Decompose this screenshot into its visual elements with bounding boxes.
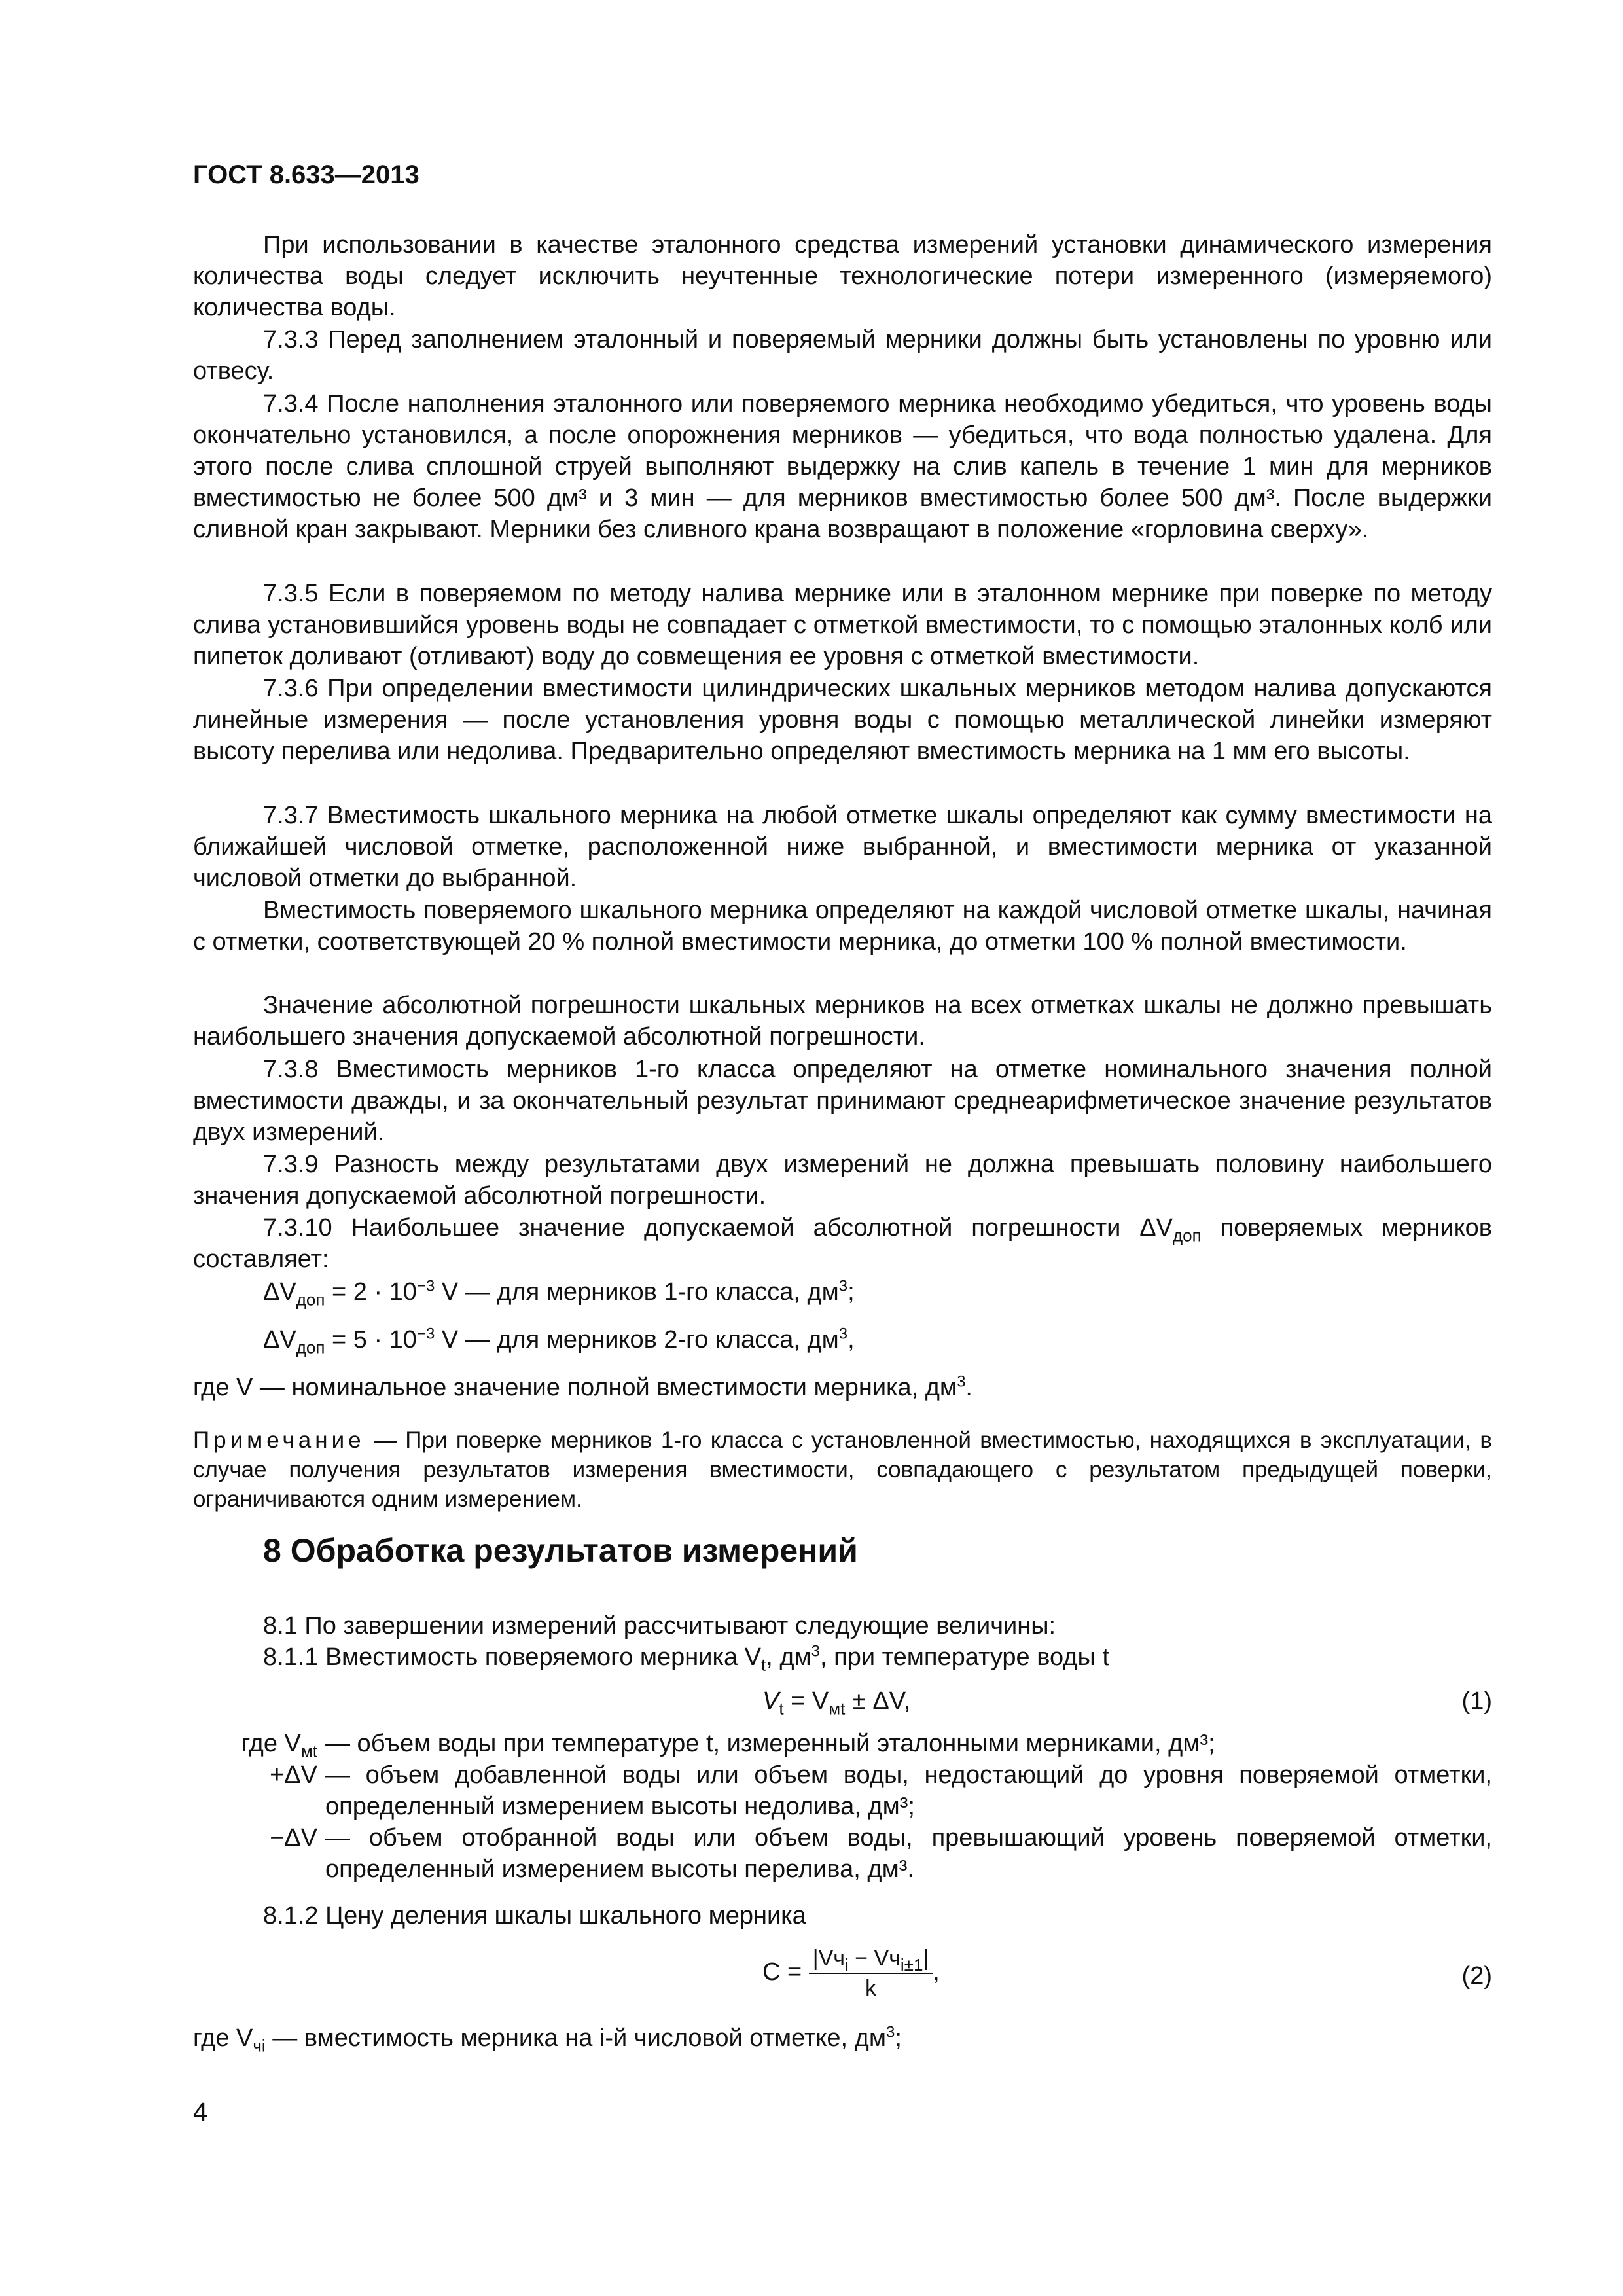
paragraph-8-1-1-start: 8.1.1 Вместимость поверяемого мерника V (263, 1643, 762, 1671)
definition-description: — объем воды при температуре t, измеренный эталонными мерниками, дм³; (325, 1730, 1215, 1757)
fraction-denominator: k (865, 1976, 876, 2001)
note-text: — При поверке мерников 1-го класса с установленной вместимостью, находящихся в эксплуатации, в случае получения результатов измерения вместимости, совпадающего с результатом предыдущей поверки, ограничиваются одним измерением. (193, 1427, 1492, 1512)
formula-2-text: V — для мерников 2-го класса, дм (435, 1326, 839, 1354)
where-vchi-definition (193, 2022, 902, 2054)
paragraph-7-3-3: 7.3.3 Перед заполнением эталонный и поверяемый мерники должны быть установлены по уровню или отвесу. (193, 326, 1492, 385)
where-vchi-text: — вместимость мерника на i-й числовой отметке, дм (265, 2024, 886, 2052)
definition-term: −ΔV (270, 1824, 317, 1852)
definition-row (193, 1728, 1492, 1759)
formula-2-subscript: доп (296, 1337, 325, 1357)
definition-term (193, 1728, 317, 1759)
note-label: Примечание (193, 1427, 365, 1453)
paragraph-7-3-8: 7.3.8 Вместимость мерников 1-го класса определяют на отметке номинального значения полной вместимости дважды, и за окончательный результат принимают среднеарифметическое значение результатов двух измерений. (193, 1056, 1492, 1146)
formula-class-1 (263, 1276, 855, 1308)
definition-description: — объем добавленной воды или объем воды, недостающий до уровня поверяемой отметки, определенный измерением высоты недолива, дм³; (325, 1761, 1492, 1820)
formula-2-symbol: ΔV (263, 1326, 296, 1354)
note-block (193, 1426, 1492, 1514)
page-number: 4 (193, 2098, 208, 2126)
equation-2-lhs: C = (762, 1958, 809, 1986)
formula-2-exponent: −3 (416, 1325, 435, 1343)
paragraph-intro: При использовании в качестве эталонного средства измерений установки динамического измерения количества воды следует исключить неучтенные технологические потери измеренного (измеряемого) количества воды. (193, 231, 1492, 321)
where-vchi-start: где V (193, 2024, 253, 2052)
paragraph-8-1-1-cube: 3 (811, 1642, 821, 1660)
equation-1-equals: = V (783, 1687, 829, 1715)
equation-1-lhs-subscript: t (779, 1698, 784, 1719)
formula-1-symbol: ΔV (263, 1278, 296, 1306)
numerator-subscript-2: i±1 (900, 1954, 923, 1975)
numerator-subscript-1: i (844, 1954, 849, 1975)
paragraph-7-3-9: 7.3.9 Разность между результатами двух измерений не должна превышать половину наибольшего значения допускаемой абсолютной погрешности. (193, 1151, 1492, 1210)
where-v-punct: . (965, 1374, 972, 1401)
fraction-numerator (809, 1944, 933, 1974)
paragraph-7-3-7: 7.3.7 Вместимость шкального мерника на любой отметке шкалы определяют как сумму вместимости на ближайшей числовой отметке, расположенной ниже выбранной, и вместимости мерника от указанной числовой отметки до выбранной. (193, 802, 1492, 892)
where-v-cube: 3 (957, 1372, 966, 1391)
where-vchi-subscript: чi (253, 2036, 266, 2056)
where-vchi-cube: 3 (885, 2023, 895, 2041)
equation-1 (762, 1685, 910, 1717)
equation-1-lhs: V (762, 1687, 779, 1715)
equation-2-fraction (809, 1944, 933, 2003)
equation-2 (762, 1944, 940, 2003)
paragraph-7-3-7-error: Значение абсолютной погрешности шкальных мерников на всех отметках шкалы не должно превышать наибольшего значения допускаемой абсолютной погрешности. (193, 992, 1492, 1050)
formula-1-subscript: доп (296, 1289, 325, 1310)
equation-1-definitions (193, 1728, 1492, 1885)
paragraph-7-3-6: 7.3.6 При определении вместимости цилиндрических шкальных мерников методом налива допускаются линейные измерения — после установления уровня воды с помощью металлической линейки измеряют высоту перелива или недолива. Предварительно определяют вместимость мерника на 1 мм его высоты. (193, 675, 1492, 765)
formula-2-coefficient: = 5 · 10 (325, 1326, 417, 1354)
paragraph-7-3-10 (193, 1212, 1492, 1275)
numerator-end: | (923, 1946, 929, 1971)
paragraph-8-1-1 (193, 1641, 1492, 1673)
document-code-header: ГОСТ 8.633—2013 (193, 160, 419, 189)
equation-2-number: (2) (1461, 1962, 1492, 1990)
definition-row (193, 1822, 1492, 1885)
formula-1-text: V — для мерников 1-го класса, дм (435, 1278, 839, 1306)
paragraph-7-3-10-start: 7.3.10 Наибольшее значение допускаемой абсолютной погрешности ΔV (263, 1214, 1173, 1242)
paragraph-8-1-1-unit: , дм (766, 1643, 812, 1671)
paragraph-7-3-7-capacity: Вместимость поверяемого шкального мерника определяют на каждой числовой отметке шкалы, начиная с отметки, соответствующей 20 % полной вместимости мерника, до отметки 100 % полной вместимости. (193, 897, 1492, 956)
definition-term-text: где V (241, 1730, 301, 1757)
paragraph-7-3-10-end: поверяемых мерников составляет: (193, 1214, 1492, 1273)
formula-2-punct: , (847, 1326, 855, 1354)
vt-subscript: t (761, 1655, 766, 1675)
equation-2-punct: , (933, 1958, 940, 1986)
paragraph-7-3-4: 7.3.4 После наполнения эталонного или поверяемого мерника необходимо убедиться, что уровень воды окончательно установился, а после опорожнения мерников — убедиться, что вода полностью удалена. Для этого после слива сплошной струей выполняют выдержку на слив капель в течение 1 мин для мерников вместимостью не более 500 дм³ и 3 мин — для мерников вместимостью более 500 дм³. После выдержки сливной кран закрывают. Мерники без сливного крана возвращают в положение «горловина сверху». (193, 390, 1492, 543)
definition-description: — объем отобранной воды или объем воды, превышающий уровень поверяемой отметки, определенный измерением высоты перелива, дм³. (325, 1824, 1492, 1883)
where-vchi-punct: ; (895, 2024, 902, 2052)
equation-1-number: (1) (1461, 1687, 1492, 1715)
equation-1-subscript: мt (829, 1698, 846, 1719)
where-v-definition (193, 1372, 972, 1403)
formula-1-punct: ; (847, 1278, 855, 1306)
paragraph-8-1: 8.1 По завершении измерений рассчитывают следующие величины: (263, 1612, 1056, 1640)
definition-term-subscript: мt (300, 1741, 317, 1761)
numerator-start: |Vч (812, 1946, 845, 1971)
formula-1-coefficient: = 2 · 10 (325, 1278, 417, 1306)
formula-2-cube: 3 (838, 1325, 848, 1343)
where-v-text: где V — номинальное значение полной вместимости мерника, дм (193, 1374, 957, 1401)
definition-term: +ΔV (270, 1761, 317, 1789)
paragraph-8-1-2: 8.1.2 Цену деления шкалы шкального мерника (263, 1902, 806, 1929)
equation-1-rhs: ± ΔV, (845, 1687, 911, 1715)
formula-1-cube: 3 (838, 1277, 848, 1295)
section-8-heading: 8 Обработка результатов измерений (263, 1532, 858, 1569)
paragraph-8-1-1-end: , при температуре воды t (820, 1643, 1109, 1671)
formula-class-2 (263, 1324, 855, 1355)
numerator-mid: − Vч (848, 1946, 901, 1971)
definition-row (193, 1759, 1492, 1822)
formula-1-exponent: −3 (416, 1277, 435, 1295)
dop-subscript: доп (1173, 1225, 1202, 1246)
paragraph-7-3-5: 7.3.5 Если в поверяемом по методу налива мернике или в эталонном мернике при поверке по методу слива установившийся уровень воды не совпадает с отметкой вместимости, то с помощью эталонных колб или пипеток доливают (отливают) воду до совмещения ее уровня с отметкой вместимости. (193, 580, 1492, 670)
